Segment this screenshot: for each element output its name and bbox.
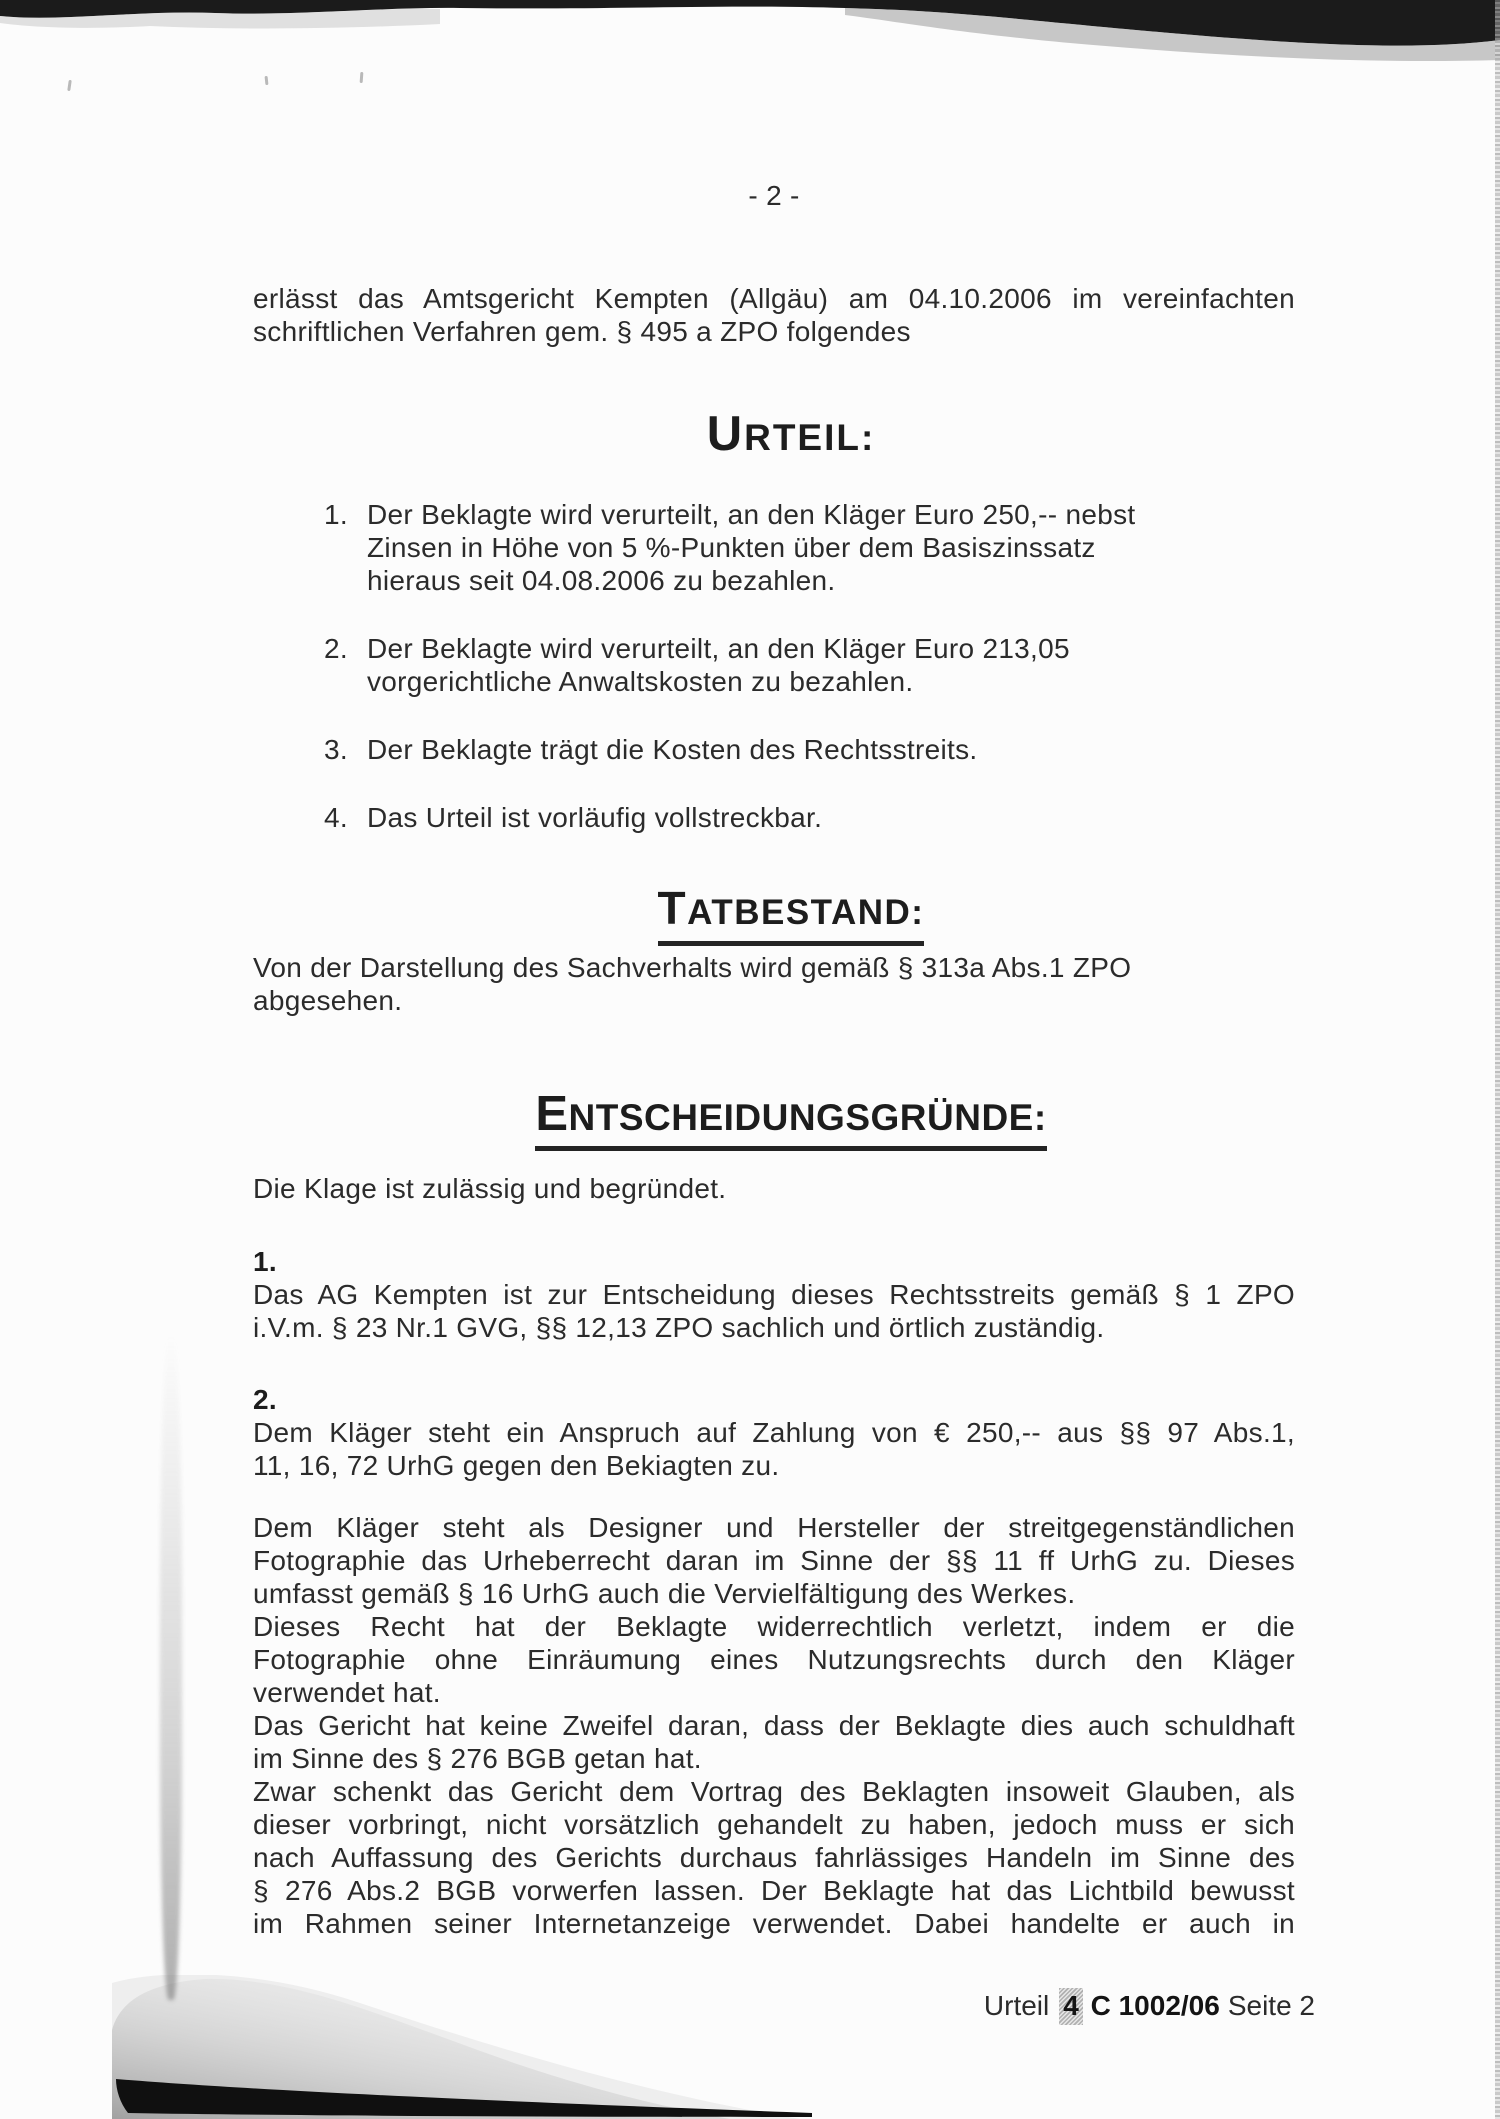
urteil-heading-text: URTEIL: — [706, 407, 876, 461]
text-line: Fotographie das Urheberrecht daran im Sinne der §§ 11 ff UrhG zu. Dieses — [253, 1545, 1295, 1576]
text-line: Die Klage ist zulässig und begründet. — [253, 1173, 727, 1204]
decision-point-1 — [253, 1245, 1295, 1344]
urteil-tenor-list — [324, 498, 1204, 869]
tenor-item-1 — [324, 498, 1204, 597]
text-line: im Rahmen seiner Internetanzeige verwendet. Dabei handelte er auch in — [253, 1908, 1295, 1939]
text-line: dieser vorbringt, nicht vorsätzlich gehandelt zu haben, jedoch muss er sich — [253, 1809, 1295, 1840]
entscheidungsgruende-heading-text: ENTSCHEIDUNGSGRÜNDE: — [535, 1088, 1046, 1151]
page-footer — [984, 1988, 1315, 2025]
decision-intro — [253, 1172, 1295, 1205]
text-line: hieraus seit 04.08.2006 zu bezahlen. — [367, 565, 836, 596]
tatbestand-heading — [270, 882, 1312, 946]
scan-edge-right-artifact — [1495, 0, 1500, 2119]
text-line: vorgerichtliche Anwaltskosten zu bezahlen. — [367, 666, 914, 697]
text-line: erlässt das Amtsgericht Kempten (Allgäu) am 04.10.2006 im vereinfachten — [253, 283, 1295, 314]
footer-case-number: C 1002/06 — [1090, 1990, 1220, 2021]
tenor-item-4 — [324, 801, 1204, 834]
entscheidungsgruende-heading — [270, 1088, 1312, 1151]
section-number: 2. — [253, 1384, 277, 1415]
tenor-item-number: 2. — [324, 633, 348, 664]
tatbestand-heading-text: TATBESTAND: — [658, 882, 925, 946]
footer-page-label: Seite 2 — [1227, 1990, 1315, 2021]
urteil-heading — [270, 408, 1312, 464]
text-line: Das Gericht hat keine Zweifel daran, dass der Beklagte dies auch schuldhaft — [253, 1710, 1295, 1741]
scan-speck-artifact — [360, 72, 364, 83]
decision-reasoning — [253, 1511, 1295, 1940]
tenor-item-number: 4. — [324, 802, 348, 833]
tenor-item-number: 3. — [324, 734, 348, 765]
text-line: abgesehen. — [253, 985, 403, 1016]
text-line: im Sinne des § 276 BGB getan hat. — [253, 1743, 702, 1774]
tenor-item-3 — [324, 733, 1204, 766]
scan-edge-top-artifact — [0, 0, 1500, 70]
scan-speck-artifact — [67, 80, 72, 91]
text-line: nach Auffassung des Gerichts durchaus fahrlässiges Handeln im Sinne des — [253, 1842, 1295, 1873]
text-line: verwendet hat. — [253, 1677, 441, 1708]
tatbestand-paragraph — [253, 951, 1295, 1017]
text-line: schriftlichen Verfahren gem. § 495 a ZPO folgendes — [253, 316, 911, 347]
intro-paragraph — [253, 282, 1295, 348]
text-line: Das Urteil ist vorläufig vollstreckbar. — [367, 802, 823, 833]
text-line: Dem Kläger steht ein Anspruch auf Zahlung von € 250,-- aus §§ 97 Abs.1, — [253, 1417, 1295, 1448]
text-line: Von der Darstellung des Sachverhalts wird gemäß § 313a Abs.1 ZPO — [253, 952, 1132, 983]
text-line: Der Beklagte wird verurteilt, an den Kläger Euro 213,05 — [367, 633, 1070, 664]
text-line: Der Beklagte trägt die Kosten des Rechtsstreits. — [367, 734, 978, 765]
text-line: 11, 16, 72 UrhG gegen den Bekiagten zu. — [253, 1450, 780, 1481]
text-line: i.V.m. § 23 Nr.1 GVG, §§ 12,13 ZPO sachlich und örtlich zuständig. — [253, 1312, 1105, 1343]
text-line: Zinsen in Höhe von 5 %-Punkten über dem Basiszinssatz — [367, 532, 1096, 563]
scan-speck-artifact — [265, 76, 269, 85]
text-line: Dem Kläger steht als Designer und Hersteller der streitgegenständlichen — [253, 1512, 1295, 1543]
footer-case-number-highlighted: 4 — [1059, 1988, 1083, 2025]
text-line: Das AG Kempten ist zur Entscheidung dieses Rechtsstreits gemäß § 1 ZPO — [253, 1279, 1295, 1310]
tenor-item-2 — [324, 632, 1204, 698]
text-line: Der Beklagte wird verurteilt, an den Kläger Euro 250,-- nebst — [367, 499, 1136, 530]
text-line: Fotographie ohne Einräumung eines Nutzungsrechts durch den Kläger — [253, 1644, 1295, 1675]
page-number: - 2 - — [748, 180, 800, 211]
text-line: umfasst gemäß § 16 UrhG auch die Vervielfältigung des Werkes. — [253, 1578, 1076, 1609]
text-line: § 276 Abs.2 BGB vorwerfen lassen. Der Beklagte hat das Lichtbild bewusst — [253, 1875, 1295, 1906]
footer-doc-label: Urteil — [983, 1990, 1050, 2021]
section-number: 1. — [253, 1246, 277, 1277]
text-line: Dieses Recht hat der Beklagte widerrechtlich verletzt, indem er die — [253, 1611, 1295, 1642]
text-line: Zwar schenkt das Gericht dem Vortrag des Beklagten insoweit Glauben, als — [253, 1776, 1295, 1807]
decision-point-2 — [253, 1383, 1295, 1482]
tenor-item-number: 1. — [324, 499, 348, 530]
scan-binding-streak-artifact — [160, 1335, 182, 2000]
